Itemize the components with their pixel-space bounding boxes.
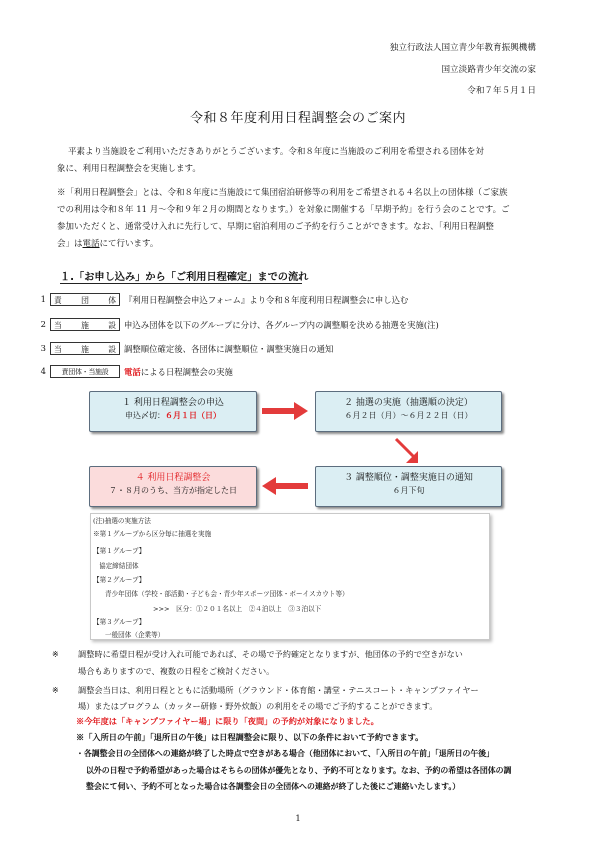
arrow-right-icon xyxy=(262,401,310,421)
intro-line-2: 象に、利用日程調整会を実施します。 xyxy=(57,164,201,174)
definition-line-3: 参加いただくと、通常受け入れに先行して、早期に宿泊利用のご予約を行うことができます。なお、「利用日程調整 xyxy=(57,222,494,232)
group-2-item: 青少年団体（学校・部活動・子ども会・青少年スポーツ団体・ボーイスカウト等） xyxy=(105,590,349,598)
lottery-note: ※第１グループから区分毎に抽選を実施 xyxy=(93,530,212,538)
flow-step-title: ４ 利用日程調整会 xyxy=(135,473,211,483)
note-campfire: ※今年度は「キャンプファイヤー場」に限り「夜間」の予約が対象になりました。 xyxy=(76,716,379,726)
step-number: 1 xyxy=(40,294,46,304)
note-mark: ※ xyxy=(52,685,59,695)
step-description: 『利用日程調整会申込フォーム』より令和８年度利用日程調整会に申し込む xyxy=(124,295,409,305)
step-role: 責 団 体 xyxy=(50,293,120,306)
page-number: 1 xyxy=(295,813,301,823)
flow-step-notification xyxy=(315,466,502,507)
lottery-method-box xyxy=(90,513,490,640)
note-1-line-2: 場合もありますので、複数の日程をご検討ください。 xyxy=(78,666,275,676)
note-condition-line-3: 整会にて伺い、予約不可となった場合は各調整会日の全団体への連絡が終了した後にご連絡いたします。） xyxy=(86,782,461,791)
facility-name: 国立淡路青少年交流の家 xyxy=(441,65,536,75)
flow-step-title: ２ 抽選の実施（抽選順の決定） xyxy=(344,398,473,408)
flow-step-lottery xyxy=(315,391,502,432)
step-number: 3 xyxy=(40,343,46,353)
group-1-heading: 【第１グループ】 xyxy=(93,547,146,555)
section-heading: １.「お申し込み」から「ご利用日程確定」までの流れ xyxy=(60,272,309,283)
deadline-date: ６月１日（日） xyxy=(165,411,221,420)
note-condition-line-1: ・各調整会日の全団体への連絡が終了した時点で空きがある場合（他団体において、「入所日の午前」「退所日の午後」 xyxy=(76,749,495,758)
note-morning-afternoon: ※「入所日の午前」「退所日の午後」は日程調整会に限り、以下の条件において予約できます。 xyxy=(76,732,424,742)
note-1-line-1: 調整時に希望日程が受け入れ可能であれば、その場で予約確定となりますが、他団体の予約で空きがない xyxy=(78,649,463,659)
flow-step-meeting xyxy=(89,466,257,507)
note-2-line-2: 場）またはプログラム（カッター研修・野外炊飯）の利用をその場でご予約することができます。 xyxy=(78,701,438,711)
flow-step-deadline xyxy=(90,410,256,422)
note-condition-line-2: 以外の日程で予約希望があった場合はそちらの団体が優先となり、予約不可となります。なお、予約の希望は各団体の調 xyxy=(86,766,512,775)
lottery-heading: (注)抽選の実施方法 xyxy=(93,517,151,525)
step-description-text: による日程調整会の実施 xyxy=(140,367,233,377)
definition-line-4-end: にて行います。 xyxy=(99,239,159,249)
arrow-down-right-icon xyxy=(392,435,424,467)
section-underline xyxy=(60,283,302,284)
step-description: 調整順位確定後、各団体に調整順位・調整実施日の通知 xyxy=(124,344,334,354)
step-role: 責団体・当施設 xyxy=(50,365,120,378)
step-number: 2 xyxy=(40,319,46,329)
group-2-divisions: >>> 区分：①２０１名以上 ②４泊以上 ③３泊以下 xyxy=(153,605,322,613)
definition-line-1: ※「利用日程調整会」とは、令和８年度に当施設にて集団宿泊研修等の利用をご希望される４名以上の団体様（ご家族 xyxy=(57,188,508,198)
group-3-heading: 【第３グループ】 xyxy=(93,618,146,626)
flow-step-date: ７・８月のうち、当方が指定した日 xyxy=(109,486,237,495)
phone-emphasis: 電話 xyxy=(124,367,141,377)
flow-step-date: ６月２日（月）～６月２２日（日） xyxy=(344,411,473,420)
group-2-heading: 【第２グループ】 xyxy=(93,576,146,584)
flow-step-title: ３ 調整順位・調整実施日の通知 xyxy=(344,473,473,483)
flow-step-title: １ 利用日程調整会の申込 xyxy=(122,398,224,408)
step-description xyxy=(124,366,233,378)
step-role: 当 施 設 xyxy=(50,318,120,331)
step-role: 当 施 設 xyxy=(50,342,120,355)
note-2-line-1: 調整会当日は、利用日程とともに活動場所（グラウンド・体育館・講堂・テニスコート・キャンプファイヤー xyxy=(78,685,479,695)
flow-step-date: ６月下旬 xyxy=(392,486,425,495)
deadline-label: 申込〆切： xyxy=(125,411,165,420)
group-3-item: 一般団体（企業等） xyxy=(105,631,165,639)
organization-name: 独立行政法人国立青少年教育振興機構 xyxy=(389,43,536,53)
intro-line-1: 平素より当施設をご利用いただきありがとうございます。令和８年度に当施設のご利用を希望される団体を対 xyxy=(68,147,484,157)
phone-emphasis: 電話 xyxy=(82,239,100,249)
definition-line-2: での利用は令和８年 11 月～令和９年２月の期間となります。）を対象に開催する「早期予約」を行う会のことです。ご xyxy=(57,205,510,215)
flow-step-apply xyxy=(89,391,257,432)
page-title: 令和８年度利用日程調整会のご案内 xyxy=(189,111,406,126)
definition-line-4 xyxy=(57,237,543,253)
step-number: 4 xyxy=(40,366,46,376)
group-1-item: 協定締結団体 xyxy=(99,562,139,570)
issue-date: 令和７年５月１日 xyxy=(467,86,536,96)
step-description: 申込み団体を以下のグループに分け、各グループ内の調整順を決める抽選を実施(注) xyxy=(124,320,439,330)
arrow-left-icon xyxy=(262,476,310,496)
definition-line-4-start: 会」は xyxy=(57,239,83,249)
note-mark: ※ xyxy=(52,649,59,659)
